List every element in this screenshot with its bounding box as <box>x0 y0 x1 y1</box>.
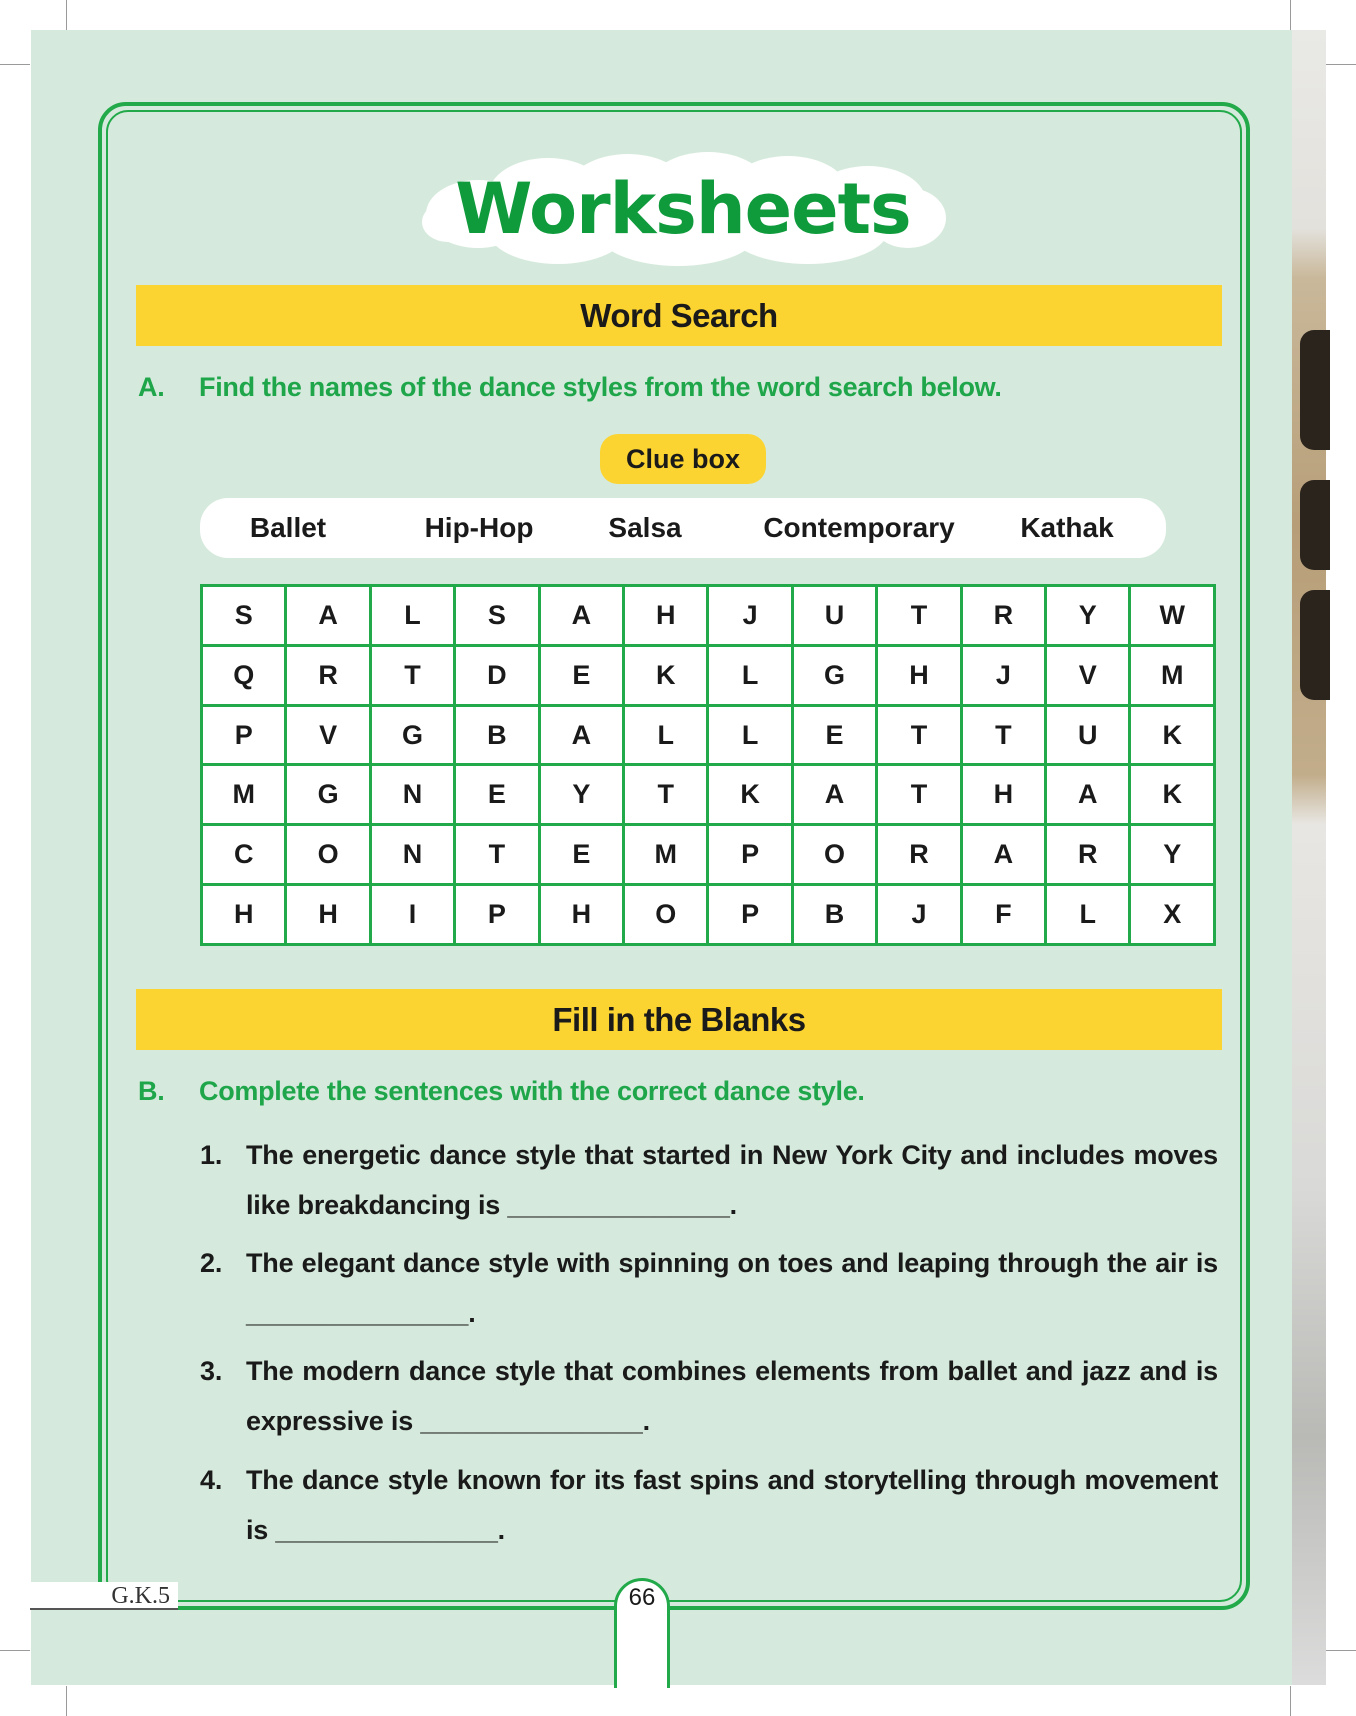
clue-word: Kathak <box>1020 512 1114 543</box>
grid-row <box>202 765 1215 825</box>
decorative-photo-edge <box>1292 30 1326 1685</box>
grid-cell: R <box>286 645 370 705</box>
item-number: 1. <box>200 1140 223 1170</box>
grid-cell: D <box>455 645 539 705</box>
grid-cell: H <box>286 885 370 945</box>
crop-mark <box>1326 1650 1356 1651</box>
crop-mark <box>0 1650 30 1651</box>
word-search-grid <box>200 584 1216 946</box>
grid-cell: A <box>286 586 370 646</box>
grid-cell: H <box>539 885 623 945</box>
clue-word: Ballet <box>249 512 327 543</box>
grid-cell: C <box>202 825 286 885</box>
grid-cell: R <box>877 825 961 885</box>
grid-cell: T <box>877 765 961 825</box>
grid-cell: N <box>370 765 454 825</box>
grid-cell: P <box>708 825 792 885</box>
grid-cell: L <box>708 645 792 705</box>
instruction-a <box>138 372 1228 412</box>
grid-cell: K <box>708 765 792 825</box>
grid-row <box>202 586 1215 646</box>
grid-cell: F <box>961 885 1045 945</box>
grid-cell: T <box>961 705 1045 765</box>
grid-cell: Q <box>202 645 286 705</box>
grid-row <box>202 825 1215 885</box>
grid-cell: K <box>624 645 708 705</box>
grid-cell: E <box>455 765 539 825</box>
grid-cell: L <box>1046 885 1130 945</box>
grid-cell: B <box>792 885 876 945</box>
clue-word: Hip-Hop <box>424 512 534 543</box>
grid-cell: A <box>1046 765 1130 825</box>
crop-mark <box>66 0 67 30</box>
grid-cell: L <box>708 705 792 765</box>
grid-cell: O <box>624 885 708 945</box>
grid-cell: P <box>202 705 286 765</box>
grid-cell: K <box>1130 705 1215 765</box>
grid-cell: E <box>792 705 876 765</box>
grid-cell: P <box>708 885 792 945</box>
item-number: 2. <box>200 1248 223 1278</box>
item-text: The energetic dance style that started in New York City and includes moves like breakdancing is _______________. <box>246 1140 1218 1220</box>
grid-cell: U <box>1046 705 1130 765</box>
grid-cell: P <box>455 885 539 945</box>
grid-cell: Y <box>1046 586 1130 646</box>
title-cloud <box>418 150 948 268</box>
grid-cell: L <box>370 586 454 646</box>
crop-mark <box>66 1686 67 1716</box>
clue-word: Salsa <box>608 512 682 543</box>
fill-blanks-banner: Fill in the Blanks <box>136 989 1222 1050</box>
crop-mark <box>1290 0 1291 30</box>
grid-cell: K <box>1130 765 1215 825</box>
item-number: 4. <box>200 1465 223 1495</box>
grid-cell: I <box>370 885 454 945</box>
page-title: Worksheets <box>455 168 911 250</box>
grid-cell: A <box>961 825 1045 885</box>
grid-cell: R <box>961 586 1045 646</box>
grid-cell: T <box>455 825 539 885</box>
instruction-b-label: B. <box>138 1076 165 1106</box>
book-code: G.K.5 <box>30 1582 178 1610</box>
grid-cell: E <box>539 825 623 885</box>
crop-mark <box>1290 1686 1291 1716</box>
grid-cell: A <box>792 765 876 825</box>
grid-cell: A <box>539 586 623 646</box>
grid-row <box>202 645 1215 705</box>
clue-word: Contemporary <box>763 512 955 543</box>
grid-cell: M <box>624 825 708 885</box>
grid-cell: J <box>877 885 961 945</box>
word-search-banner: Word Search <box>136 285 1222 346</box>
grid-cell: H <box>961 765 1045 825</box>
grid-cell: T <box>624 765 708 825</box>
grid-cell: A <box>539 705 623 765</box>
item-number: 3. <box>200 1356 223 1386</box>
grid-cell: V <box>1046 645 1130 705</box>
grid-cell: G <box>286 765 370 825</box>
grid-cell: J <box>961 645 1045 705</box>
grid-cell: O <box>792 825 876 885</box>
grid-row <box>202 885 1215 945</box>
grid-cell: H <box>877 645 961 705</box>
instruction-a-label: A. <box>138 372 165 402</box>
grid-cell: M <box>202 765 286 825</box>
item-text: The modern dance style that combines elements from ballet and jazz and is expressive is _______________. <box>246 1356 1218 1436</box>
grid-cell: G <box>370 705 454 765</box>
grid-cell: S <box>202 586 286 646</box>
grid-cell: L <box>624 705 708 765</box>
grid-cell: Y <box>1130 825 1215 885</box>
grid-cell: R <box>1046 825 1130 885</box>
clue-box-label: Clue box <box>600 434 766 484</box>
grid-cell: W <box>1130 586 1215 646</box>
clue-words-panel <box>200 498 1166 558</box>
grid-cell: T <box>877 705 961 765</box>
instruction-a-text: Find the names of the dance styles from the word search below. <box>199 372 1002 402</box>
item-text: The dance style known for its fast spins and storytelling through movement is _______________. <box>246 1465 1218 1545</box>
grid-cell: J <box>708 586 792 646</box>
grid-cell: B <box>455 705 539 765</box>
instruction-b-text: Complete the sentences with the correct dance style. <box>199 1076 865 1106</box>
grid-cell: E <box>539 645 623 705</box>
instruction-b <box>138 1076 1228 1116</box>
grid-cell: N <box>370 825 454 885</box>
grid-cell: H <box>202 885 286 945</box>
page-number: 66 <box>628 1584 656 1611</box>
item-text: The elegant dance style with spinning on toes and leaping through the air is _______________. <box>246 1248 1218 1328</box>
grid-cell: H <box>624 586 708 646</box>
crop-mark <box>1326 64 1356 65</box>
grid-cell: T <box>877 586 961 646</box>
grid-cell: M <box>1130 645 1215 705</box>
grid-cell: G <box>792 645 876 705</box>
grid-cell: Y <box>539 765 623 825</box>
grid-cell: T <box>370 645 454 705</box>
grid-row <box>202 705 1215 765</box>
crop-mark <box>0 64 30 65</box>
grid-cell: O <box>286 825 370 885</box>
grid-cell: V <box>286 705 370 765</box>
grid-cell: X <box>1130 885 1215 945</box>
grid-cell: S <box>455 586 539 646</box>
grid-cell: U <box>792 586 876 646</box>
